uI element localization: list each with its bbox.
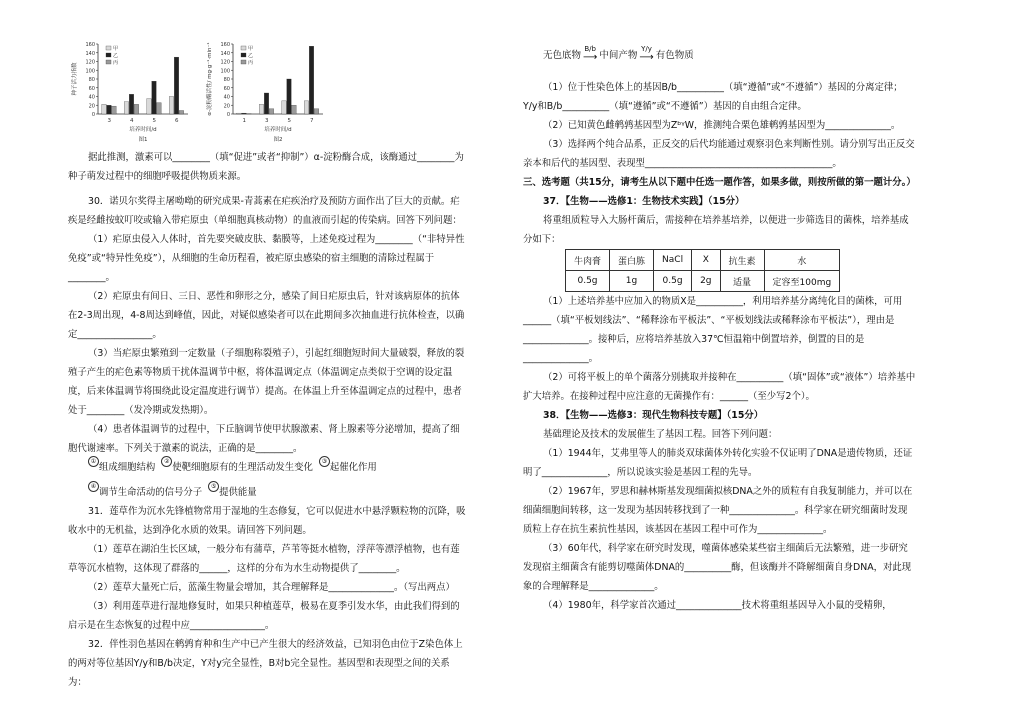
option-1 <box>88 458 155 477</box>
bar-甲-5 <box>282 101 286 114</box>
x-tick-label: 1 <box>242 118 246 124</box>
arrow-1-label: B/b <box>584 45 596 53</box>
q30-part3: （3）当疟原虫繁殖到一定数量（子细胞称裂殖子），引起红细胞短时间大量破裂，释放的裂殖子产生的疟色素等物质干扰体温调节中枢，将体温调定点（体温调定点类似于空调的设定温度，后来体温调节将围绕此设定温度进行调节）提高。在体温上升至体温调定点的过程中，患者处于________（发冷期或发热期）。 <box>68 348 465 416</box>
option-1-text: 组成细胞结构 <box>99 462 156 473</box>
media-value-cell: 定容至100mg <box>764 271 840 292</box>
pathway-arrow-1 <box>583 45 597 63</box>
option-2-text: 使靶细胞原有的生理活动发生变化 <box>172 462 313 473</box>
q37-stem: 将重组质粒导入大肠杆菌后，需接种在培养基培养，以便进一步筛选目的菌株，培养基成分如下： <box>523 215 909 245</box>
bar-乙-7 <box>309 46 313 114</box>
bar-丙-3 <box>269 109 273 114</box>
bar-甲-1 <box>237 113 241 114</box>
circle-1-icon: ① <box>88 456 99 467</box>
y-tick-label: 20 <box>88 103 95 110</box>
pigment-pathway <box>543 45 694 63</box>
legend-swatch <box>241 53 246 57</box>
option-2 <box>161 458 313 477</box>
y-tick-label: 80 <box>223 77 230 83</box>
q38-heading: 38．【生物——选修3：现代生物科技专题】（15分） <box>543 410 764 421</box>
right-text <box>523 78 916 615</box>
media-value-cell: 0.5g <box>654 271 692 292</box>
bar-乙-6 <box>174 57 178 114</box>
y-tick-label: 0 <box>91 112 95 118</box>
legend-label: 甲 <box>248 46 254 52</box>
q30-stem: 30．诺贝尔奖得主屠呦呦的研究成果-青蒿素在疟疾治疗及预防方面作出了巨大的贡献。疟疾是经雌按蚊叮咬或输入带疟原虫（单细胞真核动物）的血液而引起的传染病。回答下列问题： <box>68 196 462 226</box>
section-3-heading: 三、选考题（共15分，请考生从以下题中任选一题作答，如果多做，则按所做的第一题计分。） <box>523 177 916 188</box>
x-tick-label: 3 <box>265 118 269 124</box>
q38-part4: （4）1980年，科学家首次通过______________技术将重组基因导入小鼠的受精卵， <box>543 600 892 611</box>
bar-乙-5 <box>287 79 291 114</box>
bar-丙-7 <box>314 109 318 114</box>
bar-甲-3 <box>102 104 106 114</box>
q38-part3: （3）60年代，科学家在研究时发现，噬菌体感染某些宿主细菌后无法繁殖，进一步研究发现宿主细菌含有能剪切噬菌体DNA的__________酶，但该酶并不降解细菌自身DNA，对此现象的合理解释是______________。 <box>523 543 912 592</box>
legend-swatch <box>241 46 246 50</box>
left-text <box>68 148 468 692</box>
media-header-cell: NaCl <box>654 250 692 271</box>
y-axis-label: 种子活力指数 <box>72 62 78 96</box>
option-4 <box>88 483 202 502</box>
q37-heading: 37．【生物——选修1：生物技术实践】（15分） <box>543 196 745 207</box>
figures-area <box>68 36 328 146</box>
legend-swatch <box>241 60 246 64</box>
bar-甲-5 <box>147 99 151 114</box>
media-value-cell: 2g <box>692 271 720 292</box>
option-4-text: 调节生命活动的信号分子 <box>99 487 203 498</box>
media-header-cell: 抗生素 <box>720 250 764 271</box>
bar-丙-3 <box>112 106 116 114</box>
media-header-cell: X <box>692 250 720 271</box>
legend-swatch <box>106 46 111 50</box>
media-value-cell: 0.5g <box>566 271 610 292</box>
y-tick-label: 160 <box>220 42 230 48</box>
q32-part2: （2）已知黄色雌鹌鹑基因型为ZᵇᵞW，推测纯合栗色雄鹌鹑基因型为______________。 <box>543 120 901 131</box>
q30-part2: （2）疟原虫有间日、三日、恶性和卵形之分，感染了间日疟原虫后，针对该病原体的抗体在2-3周出现，4-8周达到峰值，因此，对疑似感染者可以在此期间多次抽血进行抗体检查，以确定________________。 <box>68 291 465 340</box>
q30-part4: （4）患者体温调节的过程中，下丘脑调节使甲状腺激素、肾上腺素等分泌增加，提高了细胞代谢速率。下列关于激素的说法，正确的是________。 <box>68 424 460 454</box>
q30-part1: （1）疟原虫侵入人体时，首先要突破皮肤、黏膜等，上述免疫过程为________（“非特异性免疫”或“特异性免疫”），从细胞的生命历程看，被疟原虫感染的宿主细胞的清除过程属于________。 <box>68 234 465 283</box>
chart-fig1 <box>68 36 193 146</box>
figure-caption: 图2 <box>273 137 283 143</box>
pathway-mid: 中间产物 <box>599 50 638 61</box>
x-tick-label: 5 <box>287 118 291 124</box>
media-header-cell: 水 <box>764 250 840 271</box>
option-3 <box>319 458 377 477</box>
bar-丙-6 <box>179 111 183 115</box>
q38-part1: （1）1944年，艾弗里等人的肺炎双球菌体外转化实验不仅证明了DNA是遗传物质，还证明了______________，所以说该实验是基因工程的先导。 <box>523 448 913 478</box>
legend-swatch <box>106 60 111 64</box>
bar-乙-5 <box>152 81 156 114</box>
legend-label: 乙 <box>113 53 119 59</box>
arrow-right-icon: ⟶ <box>583 52 598 63</box>
bar-丙-5 <box>292 105 296 114</box>
media-table-value-row <box>566 271 840 292</box>
q31-part1: （1）莲草在湖泊生长区域，一般分布有蒲草，芦苇等挺水植物，浮萍等漂浮植物，也有莲草等沉水植物，这体现了群落的______，这样的分布为水生动物提供了________。 <box>68 544 460 574</box>
circle-2-icon: ② <box>161 456 172 467</box>
media-header-cell: 蛋白胨 <box>610 250 654 271</box>
bar-甲-3 <box>259 104 263 114</box>
x-tick-label: 4 <box>130 118 134 124</box>
circle-4-icon: ④ <box>88 481 99 492</box>
y-tick-label: 160 <box>85 42 95 48</box>
q32-stem: 32．伴性羽色基因在鹌鹑育种和生产中已产生很大的经济效益，已知羽色由位于Z染色体上的两对等位基因Y/y和B/b决定，Y对y完全显性，B对b完全显性。基因型和表现型之间的关系为： <box>68 639 463 688</box>
q38-part2: （2）1967年，罗思和赫林斯基发现细菌拟核DNA之外的质粒有自我复制能力，并可以在细菌细胞间转移，这一发现为基因转移找到了一种______________。科学家在研究细菌时发现质粒上存在抗生素抗性基因，该基因在基因工程中可作为______________。 <box>523 486 913 535</box>
bar-甲-4 <box>124 102 128 114</box>
pathway-start: 无色底物 <box>543 50 582 61</box>
q31-part3: （3）利用莲草进行湿地修复时，如果只种植莲草，极易在夏季引发水华，由此我们得到的启示是在生态恢复的过程中应________________。 <box>68 601 460 631</box>
x-tick-label: 6 <box>175 118 179 124</box>
y-tick-label: 60 <box>88 85 95 92</box>
media-table <box>565 249 840 292</box>
legend-label: 甲 <box>113 46 119 52</box>
y-tick-label: 120 <box>220 59 230 66</box>
q32-part1: （1）位于性染色体上的基因B/b__________（填“遵循”或“不遵循”）基因的分离定律；Y/y和B/b__________（填“遵循”或“不遵循”）基因的自由组合定律。 <box>523 82 903 112</box>
y-axis-label: α-淀粉酶活性/ mg·g⁻¹·min⁻¹ <box>207 42 213 116</box>
legend-label: 丙 <box>248 60 254 66</box>
y-tick-label: 0 <box>226 112 230 118</box>
y-tick-label: 140 <box>220 50 230 57</box>
hormone-options <box>68 458 468 502</box>
x-tick-label: 7 <box>310 118 314 124</box>
legend-swatch <box>106 53 111 57</box>
q38-stem: 基础理论及技术的发展催生了基因工程。回答下列问题： <box>543 429 778 440</box>
option-5-text: 提供能量 <box>219 487 257 498</box>
q37-part1: （1）上述培养基中应加入的物质X是__________，利用培养基分离纯化目的菌株，可用______（填“平板划线法”、“稀释涂布平板法”、“平板划线法或稀释涂布平板法”），理由是______________。接种后，应将培养基放入37℃恒温箱中倒置培养，倒置的目的是______________。 <box>523 296 903 364</box>
bar-乙-3 <box>264 93 268 114</box>
legend-label: 丙 <box>113 60 119 66</box>
y-tick-label: 80 <box>88 77 95 83</box>
y-tick-label: 100 <box>85 68 95 75</box>
q37-part2: （2）可将平板上的单个菌落分别挑取并接种在__________（填“固体”或“液体”）培养基中扩大培养。在接种过程中应注意的无菌操作有：______（至少写2个）。 <box>523 372 916 402</box>
media-header-cell: 牛肉膏 <box>566 250 610 271</box>
y-tick-label: 100 <box>220 68 230 75</box>
arrow-right-icon: ⟶ <box>639 52 654 63</box>
y-tick-label: 140 <box>85 50 95 57</box>
y-tick-label: 40 <box>88 94 95 101</box>
y-tick-label: 120 <box>85 59 95 66</box>
media-table-header-row <box>566 250 840 271</box>
option-5 <box>208 483 257 502</box>
circle-3-icon: ③ <box>319 456 330 467</box>
option-3-text: 起催化作用 <box>329 462 377 473</box>
x-axis-label: 培养时间/d <box>264 127 292 133</box>
q31-stem: 31．莲草作为沉水先锋植物常用于湿地的生态修复，它可以促进水中悬浮颗粒物的沉降，吸收水中的无机盐，达到净化水质的效果。请回答下列问题。 <box>68 506 466 536</box>
bar-甲-6 <box>169 97 173 115</box>
bar-丙-4 <box>134 104 138 114</box>
bar-甲-7 <box>304 101 308 114</box>
circle-5-icon: ⑤ <box>208 481 219 492</box>
x-axis-label: 培养时间/d <box>129 127 157 133</box>
media-value-cell: 适量 <box>720 271 764 292</box>
y-tick-label: 60 <box>223 85 230 92</box>
arrow-2-label: Y/y <box>641 45 652 53</box>
legend-label: 乙 <box>248 53 254 59</box>
pathway-arrow-2 <box>639 45 653 63</box>
bar-丙-5 <box>157 103 161 114</box>
x-tick-label: 3 <box>107 118 111 124</box>
bar-乙-3 <box>107 105 111 114</box>
y-tick-label: 20 <box>223 103 230 110</box>
pathway-end: 有色物质 <box>655 50 694 61</box>
figure-caption: 图1 <box>138 137 148 143</box>
media-value-cell: 1g <box>610 271 654 292</box>
q31-part2: （2）莲草大量死亡后，蓝藻生物量会增加，其合理解释是______________。（写出两点） <box>88 582 455 593</box>
y-tick-label: 40 <box>223 94 230 101</box>
x-tick-label: 5 <box>152 118 156 124</box>
bar-乙-4 <box>129 94 133 114</box>
q32-part3: （3）选择两个纯合品系，正反交的后代均能通过观察羽色来判断性别。请分别写出正反交亲本和后代的基因型、表现型________________________________________。 <box>523 139 915 169</box>
bar-乙-1 <box>242 113 246 114</box>
q29-conclusion: 据此推测，激素可以________（填“促进”或者“抑制”）α-淀粉酶合成，该酶通过________为种子萌发过程中的细胞呼吸提供物质来源。 <box>68 152 464 182</box>
chart-fig2 <box>203 36 328 146</box>
